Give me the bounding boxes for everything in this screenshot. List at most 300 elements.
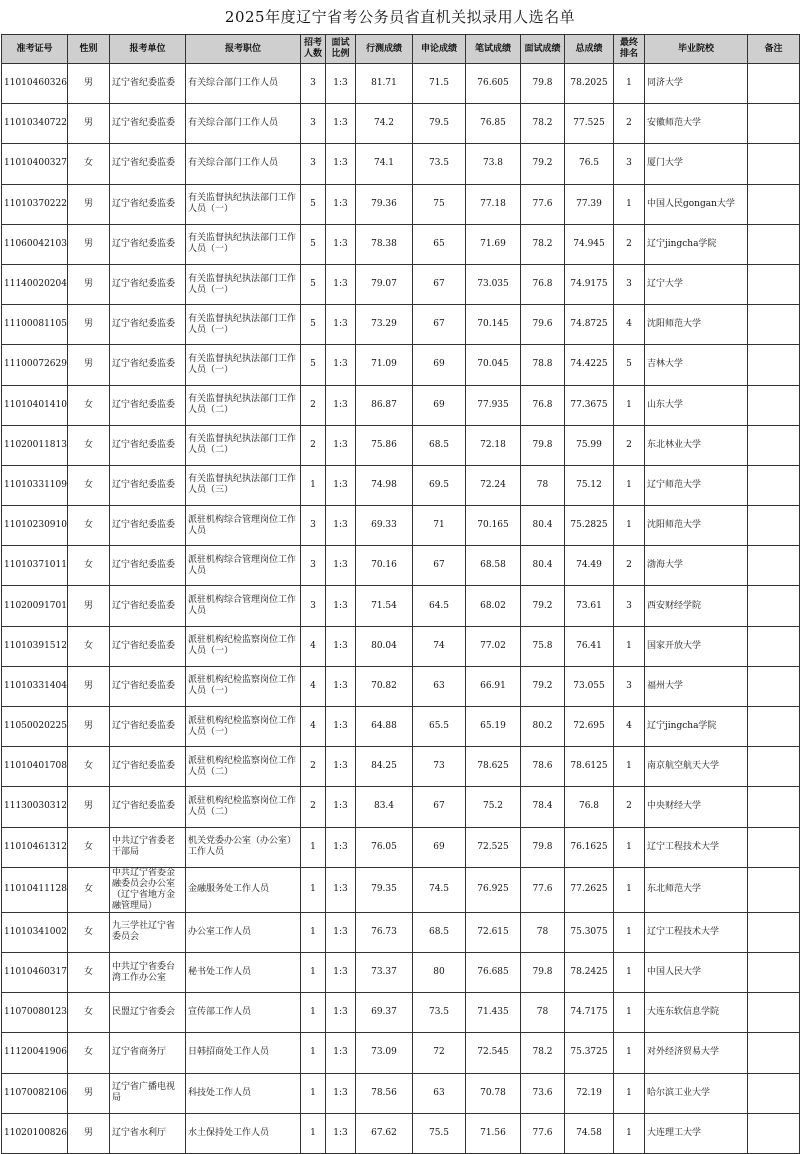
total-score-cell: 78.2425: [565, 952, 614, 992]
total-score-cell: 75.2825: [565, 506, 614, 546]
total-score-cell: 77.3675: [565, 385, 614, 425]
exam-id-cell: 11010331404: [2, 666, 68, 706]
unit-cell: 辽宁省纪委监委: [110, 586, 186, 626]
exam-id-cell: 11100081105: [2, 305, 68, 345]
shenlun-score-cell: 72: [413, 1033, 466, 1073]
position-cell: 派驻机构综合管理岗位工作人员: [186, 506, 301, 546]
final-rank-cell: 1: [614, 385, 645, 425]
remarks-cell: [748, 867, 800, 912]
written-score-cell: 73.035: [466, 264, 521, 304]
xingce-score-cell: 70.16: [356, 546, 413, 586]
remarks-cell: [748, 64, 800, 104]
interview-ratio-cell: 1:3: [326, 1113, 356, 1153]
interview-score-cell: 78.6: [521, 747, 565, 787]
shenlun-score-cell: 79.5: [413, 104, 466, 144]
exam-id-cell: 11010460326: [2, 64, 68, 104]
xingce-score-cell: 81.71: [356, 64, 413, 104]
xingce-score-cell: 74.98: [356, 465, 413, 505]
written-score-cell: 78.625: [466, 747, 521, 787]
written-score-cell: 65.19: [466, 707, 521, 747]
header-quota: 招考人数: [301, 35, 326, 64]
shenlun-score-cell: 65: [413, 224, 466, 264]
school-cell: 山东大学: [645, 385, 748, 425]
table-row: [2, 465, 800, 505]
school-cell: 大连东软信息学院: [645, 993, 748, 1033]
school-cell: 辽宁jingcha学院: [645, 224, 748, 264]
interview-ratio-cell: 1:3: [326, 666, 356, 706]
position-cell: 派驻机构纪检监察岗位工作人员（一）: [186, 707, 301, 747]
exam-id-cell: 11020011813: [2, 425, 68, 465]
final-rank-cell: 1: [614, 993, 645, 1033]
position-cell: 秘书处工作人员: [186, 952, 301, 992]
xingce-score-cell: 79.35: [356, 867, 413, 912]
gender-cell: 男: [68, 184, 110, 224]
quota-cell: 3: [301, 546, 326, 586]
written-score-cell: 72.615: [466, 912, 521, 952]
school-cell: 沈阳师范大学: [645, 506, 748, 546]
interview-score-cell: 78: [521, 465, 565, 505]
exam-id-cell: 11010460317: [2, 952, 68, 992]
quota-cell: 1: [301, 827, 326, 867]
gender-cell: 男: [68, 707, 110, 747]
remarks-cell: [748, 345, 800, 385]
written-score-cell: 77.02: [466, 626, 521, 666]
school-cell: 辽宁工程技术大学: [645, 827, 748, 867]
final-rank-cell: 1: [614, 952, 645, 992]
gender-cell: 男: [68, 787, 110, 827]
xingce-score-cell: 74.2: [356, 104, 413, 144]
final-rank-cell: 4: [614, 707, 645, 747]
interview-score-cell: 76.8: [521, 385, 565, 425]
remarks-cell: [748, 184, 800, 224]
school-cell: 哈尔滨工业大学: [645, 1073, 748, 1113]
quota-cell: 1: [301, 867, 326, 912]
gender-cell: 女: [68, 952, 110, 992]
shenlun-score-cell: 74: [413, 626, 466, 666]
position-cell: 有关监督执纪执法部门工作人员（一）: [186, 184, 301, 224]
exam-id-cell: 11010461312: [2, 827, 68, 867]
written-score-cell: 66.91: [466, 666, 521, 706]
xingce-score-cell: 70.82: [356, 666, 413, 706]
unit-cell: 辽宁省纪委监委: [110, 184, 186, 224]
table-row: [2, 586, 800, 626]
position-cell: 水土保持处工作人员: [186, 1113, 301, 1153]
written-score-cell: 72.545: [466, 1033, 521, 1073]
position-cell: 派驻机构综合管理岗位工作人员: [186, 546, 301, 586]
position-cell: 有关监督执纪执法部门工作人员（二）: [186, 425, 301, 465]
school-cell: 西安财经学院: [645, 586, 748, 626]
written-score-cell: 70.145: [466, 305, 521, 345]
written-score-cell: 70.045: [466, 345, 521, 385]
interview-ratio-cell: 1:3: [326, 305, 356, 345]
exam-id-cell: 11010400327: [2, 144, 68, 184]
interview-score-cell: 79.2: [521, 144, 565, 184]
shenlun-score-cell: 67: [413, 264, 466, 304]
final-rank-cell: 1: [614, 506, 645, 546]
shenlun-score-cell: 73.5: [413, 144, 466, 184]
xingce-score-cell: 73.09: [356, 1033, 413, 1073]
xingce-score-cell: 71.09: [356, 345, 413, 385]
xingce-score-cell: 71.54: [356, 586, 413, 626]
header-written-score: 笔试成绩: [466, 35, 521, 64]
gender-cell: 女: [68, 385, 110, 425]
quota-cell: 3: [301, 144, 326, 184]
position-cell: 有关监督执纪执法部门工作人员（一）: [186, 264, 301, 304]
unit-cell: 九三学社辽宁省委员会: [110, 912, 186, 952]
interview-ratio-cell: 1:3: [326, 465, 356, 505]
total-score-cell: 73.61: [565, 586, 614, 626]
xingce-score-cell: 80.04: [356, 626, 413, 666]
xingce-score-cell: 83.4: [356, 787, 413, 827]
remarks-cell: [748, 1113, 800, 1153]
final-rank-cell: 1: [614, 747, 645, 787]
interview-score-cell: 78.2: [521, 1033, 565, 1073]
quota-cell: 4: [301, 626, 326, 666]
shenlun-score-cell: 73.5: [413, 993, 466, 1033]
written-score-cell: 72.18: [466, 425, 521, 465]
shenlun-score-cell: 75.5: [413, 1113, 466, 1153]
school-cell: 辽宁师范大学: [645, 465, 748, 505]
quota-cell: 2: [301, 385, 326, 425]
school-cell: 吉林大学: [645, 345, 748, 385]
final-rank-cell: 1: [614, 867, 645, 912]
xingce-score-cell: 75.86: [356, 425, 413, 465]
table-row: [2, 305, 800, 345]
table-row: [2, 867, 800, 912]
unit-cell: 辽宁省纪委监委: [110, 224, 186, 264]
written-score-cell: 75.2: [466, 787, 521, 827]
interview-ratio-cell: 1:3: [326, 787, 356, 827]
total-score-cell: 77.525: [565, 104, 614, 144]
written-score-cell: 77.935: [466, 385, 521, 425]
shenlun-score-cell: 67: [413, 305, 466, 345]
remarks-cell: [748, 506, 800, 546]
final-rank-cell: 1: [614, 465, 645, 505]
exam-id-cell: 11010411128: [2, 867, 68, 912]
header-school: 毕业院校: [645, 35, 748, 64]
gender-cell: 女: [68, 867, 110, 912]
exam-id-cell: 11060042103: [2, 224, 68, 264]
final-rank-cell: 1: [614, 1033, 645, 1073]
total-score-cell: 76.41: [565, 626, 614, 666]
interview-ratio-cell: 1:3: [326, 1033, 356, 1073]
written-score-cell: 76.85: [466, 104, 521, 144]
unit-cell: 辽宁省商务厅: [110, 1033, 186, 1073]
final-rank-cell: 3: [614, 144, 645, 184]
written-score-cell: 76.605: [466, 64, 521, 104]
shenlun-score-cell: 75: [413, 184, 466, 224]
xingce-score-cell: 79.36: [356, 184, 413, 224]
written-score-cell: 76.685: [466, 952, 521, 992]
header-remarks: 备注: [748, 35, 800, 64]
interview-score-cell: 79.6: [521, 305, 565, 345]
position-cell: 派驻机构纪检监察岗位工作人员（二）: [186, 787, 301, 827]
candidate-table: [1, 34, 800, 1154]
table-header-row: [2, 35, 800, 64]
table-row: [2, 64, 800, 104]
shenlun-score-cell: 67: [413, 787, 466, 827]
remarks-cell: [748, 993, 800, 1033]
header-shenlun-score: 申论成绩: [413, 35, 466, 64]
unit-cell: 辽宁省纪委监委: [110, 305, 186, 345]
exam-id-cell: 11010401708: [2, 747, 68, 787]
interview-score-cell: 78: [521, 912, 565, 952]
table-row: [2, 747, 800, 787]
total-score-cell: 74.8725: [565, 305, 614, 345]
unit-cell: 辽宁省纪委监委: [110, 104, 186, 144]
gender-cell: 男: [68, 586, 110, 626]
total-score-cell: 74.945: [565, 224, 614, 264]
gender-cell: 女: [68, 425, 110, 465]
exam-id-cell: 11070082106: [2, 1073, 68, 1113]
header-unit: 报考单位: [110, 35, 186, 64]
total-score-cell: 73.055: [565, 666, 614, 706]
gender-cell: 男: [68, 666, 110, 706]
position-cell: 日韩招商处工作人员: [186, 1033, 301, 1073]
xingce-score-cell: 64.88: [356, 707, 413, 747]
unit-cell: 辽宁省纪委监委: [110, 546, 186, 586]
interview-score-cell: 73.6: [521, 1073, 565, 1113]
school-cell: 沈阳师范大学: [645, 305, 748, 345]
final-rank-cell: 2: [614, 104, 645, 144]
remarks-cell: [748, 626, 800, 666]
gender-cell: 男: [68, 345, 110, 385]
interview-ratio-cell: 1:3: [326, 952, 356, 992]
shenlun-score-cell: 69: [413, 827, 466, 867]
total-score-cell: 74.58: [565, 1113, 614, 1153]
interview-score-cell: 79.2: [521, 586, 565, 626]
exam-id-cell: 11010370222: [2, 184, 68, 224]
position-cell: 有关综合部门工作人员: [186, 104, 301, 144]
position-cell: 科技处工作人员: [186, 1073, 301, 1113]
quota-cell: 1: [301, 912, 326, 952]
quota-cell: 1: [301, 1113, 326, 1153]
shenlun-score-cell: 69: [413, 385, 466, 425]
school-cell: 中国人民gongan大学: [645, 184, 748, 224]
total-score-cell: 75.3725: [565, 1033, 614, 1073]
gender-cell: 男: [68, 305, 110, 345]
table-row: [2, 224, 800, 264]
interview-ratio-cell: 1:3: [326, 64, 356, 104]
interview-ratio-cell: 1:3: [326, 827, 356, 867]
written-score-cell: 68.02: [466, 586, 521, 626]
unit-cell: 辽宁省水利厅: [110, 1113, 186, 1153]
interview-ratio-cell: 1:3: [326, 1073, 356, 1113]
total-score-cell: 75.12: [565, 465, 614, 505]
interview-score-cell: 78: [521, 993, 565, 1033]
xingce-score-cell: 67.62: [356, 1113, 413, 1153]
school-cell: 中国人民大学: [645, 952, 748, 992]
final-rank-cell: 1: [614, 64, 645, 104]
table-row: [2, 264, 800, 304]
gender-cell: 女: [68, 144, 110, 184]
gender-cell: 男: [68, 64, 110, 104]
interview-ratio-cell: 1:3: [326, 747, 356, 787]
gender-cell: 女: [68, 912, 110, 952]
remarks-cell: [748, 747, 800, 787]
school-cell: 安徽师范大学: [645, 104, 748, 144]
header-interview-score: 面试成绩: [521, 35, 565, 64]
interview-ratio-cell: 1:3: [326, 425, 356, 465]
interview-score-cell: 80.4: [521, 546, 565, 586]
unit-cell: 辽宁省纪委监委: [110, 345, 186, 385]
interview-score-cell: 76.8: [521, 264, 565, 304]
quota-cell: 5: [301, 184, 326, 224]
interview-ratio-cell: 1:3: [326, 867, 356, 912]
exam-id-cell: 11010331109: [2, 465, 68, 505]
interview-ratio-cell: 1:3: [326, 912, 356, 952]
final-rank-cell: 1: [614, 626, 645, 666]
unit-cell: 辽宁省纪委监委: [110, 666, 186, 706]
shenlun-score-cell: 63: [413, 1073, 466, 1113]
remarks-cell: [748, 586, 800, 626]
gender-cell: 男: [68, 104, 110, 144]
quota-cell: 5: [301, 224, 326, 264]
table-row: [2, 144, 800, 184]
remarks-cell: [748, 144, 800, 184]
remarks-cell: [748, 465, 800, 505]
interview-score-cell: 77.6: [521, 867, 565, 912]
remarks-cell: [748, 546, 800, 586]
written-score-cell: 70.78: [466, 1073, 521, 1113]
header-total-score: 总成绩: [565, 35, 614, 64]
position-cell: 派驻机构纪检监察岗位工作人员（二）: [186, 747, 301, 787]
table-row: [2, 787, 800, 827]
interview-ratio-cell: 1:3: [326, 506, 356, 546]
total-score-cell: 72.19: [565, 1073, 614, 1113]
unit-cell: 辽宁省纪委监委: [110, 465, 186, 505]
interview-score-cell: 80.4: [521, 506, 565, 546]
exam-id-cell: 11020091701: [2, 586, 68, 626]
gender-cell: 女: [68, 465, 110, 505]
written-score-cell: 72.525: [466, 827, 521, 867]
unit-cell: 辽宁省广播电视局: [110, 1073, 186, 1113]
quota-cell: 4: [301, 707, 326, 747]
unit-cell: 辽宁省纪委监委: [110, 787, 186, 827]
position-cell: 有关监督执纪执法部门工作人员（一）: [186, 305, 301, 345]
written-score-cell: 68.58: [466, 546, 521, 586]
remarks-cell: [748, 425, 800, 465]
quota-cell: 3: [301, 64, 326, 104]
xingce-score-cell: 73.37: [356, 952, 413, 992]
interview-score-cell: 79.8: [521, 64, 565, 104]
quota-cell: 3: [301, 586, 326, 626]
quota-cell: 4: [301, 666, 326, 706]
final-rank-cell: 5: [614, 345, 645, 385]
total-score-cell: 74.9175: [565, 264, 614, 304]
total-score-cell: 72.695: [565, 707, 614, 747]
interview-score-cell: 77.6: [521, 184, 565, 224]
total-score-cell: 76.5: [565, 144, 614, 184]
position-cell: 派驻机构综合管理岗位工作人员: [186, 586, 301, 626]
total-score-cell: 75.99: [565, 425, 614, 465]
interview-ratio-cell: 1:3: [326, 104, 356, 144]
table-row: [2, 1113, 800, 1153]
header-exam-id: 准考证号: [2, 35, 68, 64]
unit-cell: 辽宁省纪委监委: [110, 264, 186, 304]
interview-ratio-cell: 1:3: [326, 224, 356, 264]
school-cell: 东北林业大学: [645, 425, 748, 465]
written-score-cell: 71.56: [466, 1113, 521, 1153]
remarks-cell: [748, 827, 800, 867]
xingce-score-cell: 84.25: [356, 747, 413, 787]
shenlun-score-cell: 71.5: [413, 64, 466, 104]
total-score-cell: 78.2025: [565, 64, 614, 104]
exam-id-cell: 11130030312: [2, 787, 68, 827]
gender-cell: 男: [68, 1113, 110, 1153]
shenlun-score-cell: 68.5: [413, 425, 466, 465]
table-body: [2, 64, 800, 1154]
gender-cell: 男: [68, 264, 110, 304]
final-rank-cell: 1: [614, 827, 645, 867]
total-score-cell: 77.39: [565, 184, 614, 224]
table-row: [2, 912, 800, 952]
shenlun-score-cell: 69.5: [413, 465, 466, 505]
table-row: [2, 546, 800, 586]
remarks-cell: [748, 1073, 800, 1113]
gender-cell: 女: [68, 827, 110, 867]
remarks-cell: [748, 104, 800, 144]
school-cell: 同济大学: [645, 64, 748, 104]
quota-cell: 5: [301, 345, 326, 385]
interview-score-cell: 79.8: [521, 827, 565, 867]
xingce-score-cell: 74.1: [356, 144, 413, 184]
unit-cell: 民盟辽宁省委会: [110, 993, 186, 1033]
final-rank-cell: 2: [614, 224, 645, 264]
total-score-cell: 77.2625: [565, 867, 614, 912]
xingce-score-cell: 69.33: [356, 506, 413, 546]
final-rank-cell: 3: [614, 264, 645, 304]
interview-score-cell: 80.2: [521, 707, 565, 747]
school-cell: 厦门大学: [645, 144, 748, 184]
shenlun-score-cell: 64.5: [413, 586, 466, 626]
shenlun-score-cell: 71: [413, 506, 466, 546]
table-row: [2, 184, 800, 224]
unit-cell: 辽宁省纪委监委: [110, 425, 186, 465]
quota-cell: 5: [301, 305, 326, 345]
interview-ratio-cell: 1:3: [326, 144, 356, 184]
position-cell: 有关监督执纪执法部门工作人员（一）: [186, 224, 301, 264]
shenlun-score-cell: 80: [413, 952, 466, 992]
final-rank-cell: 1: [614, 912, 645, 952]
position-cell: 派驻机构纪检监察岗位工作人员（一）: [186, 626, 301, 666]
unit-cell: 辽宁省纪委监委: [110, 64, 186, 104]
interview-ratio-cell: 1:3: [326, 707, 356, 747]
quota-cell: 5: [301, 264, 326, 304]
quota-cell: 3: [301, 104, 326, 144]
written-score-cell: 70.165: [466, 506, 521, 546]
shenlun-score-cell: 73: [413, 747, 466, 787]
school-cell: 大连理工大学: [645, 1113, 748, 1153]
quota-cell: 1: [301, 1033, 326, 1073]
total-score-cell: 76.1625: [565, 827, 614, 867]
final-rank-cell: 2: [614, 546, 645, 586]
remarks-cell: [748, 952, 800, 992]
written-score-cell: 72.24: [466, 465, 521, 505]
school-cell: 南京航空航天大学: [645, 747, 748, 787]
xingce-score-cell: 78.56: [356, 1073, 413, 1113]
interview-ratio-cell: 1:3: [326, 345, 356, 385]
final-rank-cell: 3: [614, 586, 645, 626]
quota-cell: 2: [301, 425, 326, 465]
school-cell: 中央财经大学: [645, 787, 748, 827]
position-cell: 宣传部工作人员: [186, 993, 301, 1033]
remarks-cell: [748, 385, 800, 425]
header-gender: 性别: [68, 35, 110, 64]
school-cell: 渤海大学: [645, 546, 748, 586]
table-row: [2, 345, 800, 385]
remarks-cell: [748, 1033, 800, 1073]
